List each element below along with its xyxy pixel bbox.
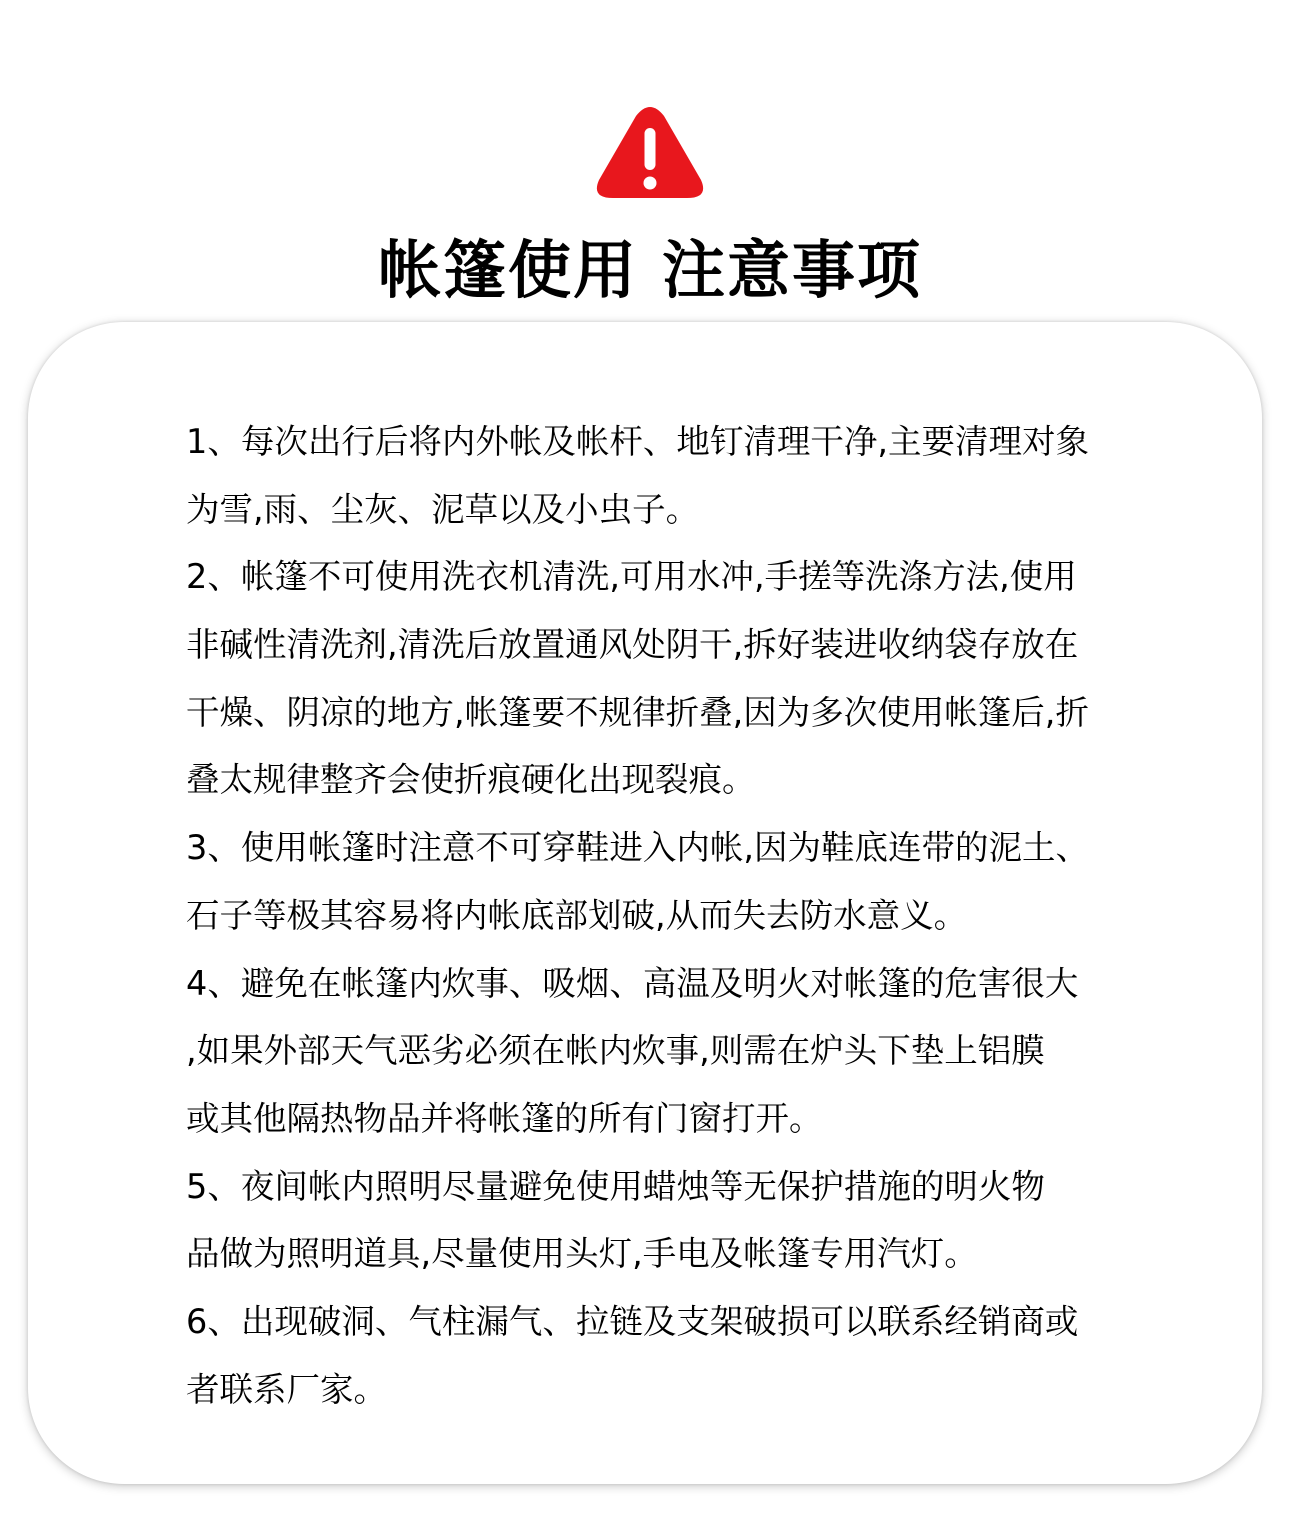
note-line: 1、每次出行后将内外帐及帐杆、地钉清理干净,主要清理对象	[186, 422, 1089, 461]
note-line: 者联系厂家。	[186, 1369, 387, 1409]
note-line: 3、使用帐篷时注意不可穿鞋进入内帐,因为鞋底连带的泥土、	[186, 828, 1089, 868]
page-title: 帐篷使用 注意事项	[378, 234, 922, 307]
note-line: 或其他隔热物品并将帐篷的所有门窗打开。	[186, 1098, 823, 1138]
note-line: ,如果外部天气恶劣必须在帐内炊事,则需在炉头下垫上铝膜	[186, 1031, 1045, 1071]
note-line: 品做为照明道具,尽量使用头灯,手电及帐篷专用汽灯。	[186, 1234, 978, 1274]
notes-card	[28, 322, 1262, 1484]
note-line: 4、避免在帐篷内炊事、吸烟、高温及明火对帐篷的危害很大	[186, 963, 1079, 1003]
note-line: 6、出现破洞、气柱漏气、拉链及支架破损可以联系经销商或	[186, 1301, 1079, 1341]
note-line: 石子等极其容易将内帐底部划破,从而失去防水意义。	[186, 895, 968, 935]
notes-list	[186, 408, 1146, 1423]
note-line: 5、夜间帐内照明尽量避免使用蜡烛等无保护措施的明火物	[186, 1166, 1045, 1206]
note-line: 干燥、阴凉的地方,帐篷要不规律折叠,因为多次使用帐篷后,折	[186, 692, 1089, 732]
note-line: 非碱性清洗剂,清洗后放置通风处阴干,拆好装进收纳袋存放在	[186, 625, 1079, 665]
note-line: 为雪,雨、尘灰、泥草以及小虫子。	[186, 489, 700, 529]
note-line: 2、帐篷不可使用洗衣机清洗,可用水冲,手搓等洗涤方法,使用	[186, 557, 1077, 597]
warning-triangle-icon	[595, 106, 705, 202]
note-line: 叠太规律整齐会使折痕硬化出现裂痕。	[186, 760, 756, 800]
